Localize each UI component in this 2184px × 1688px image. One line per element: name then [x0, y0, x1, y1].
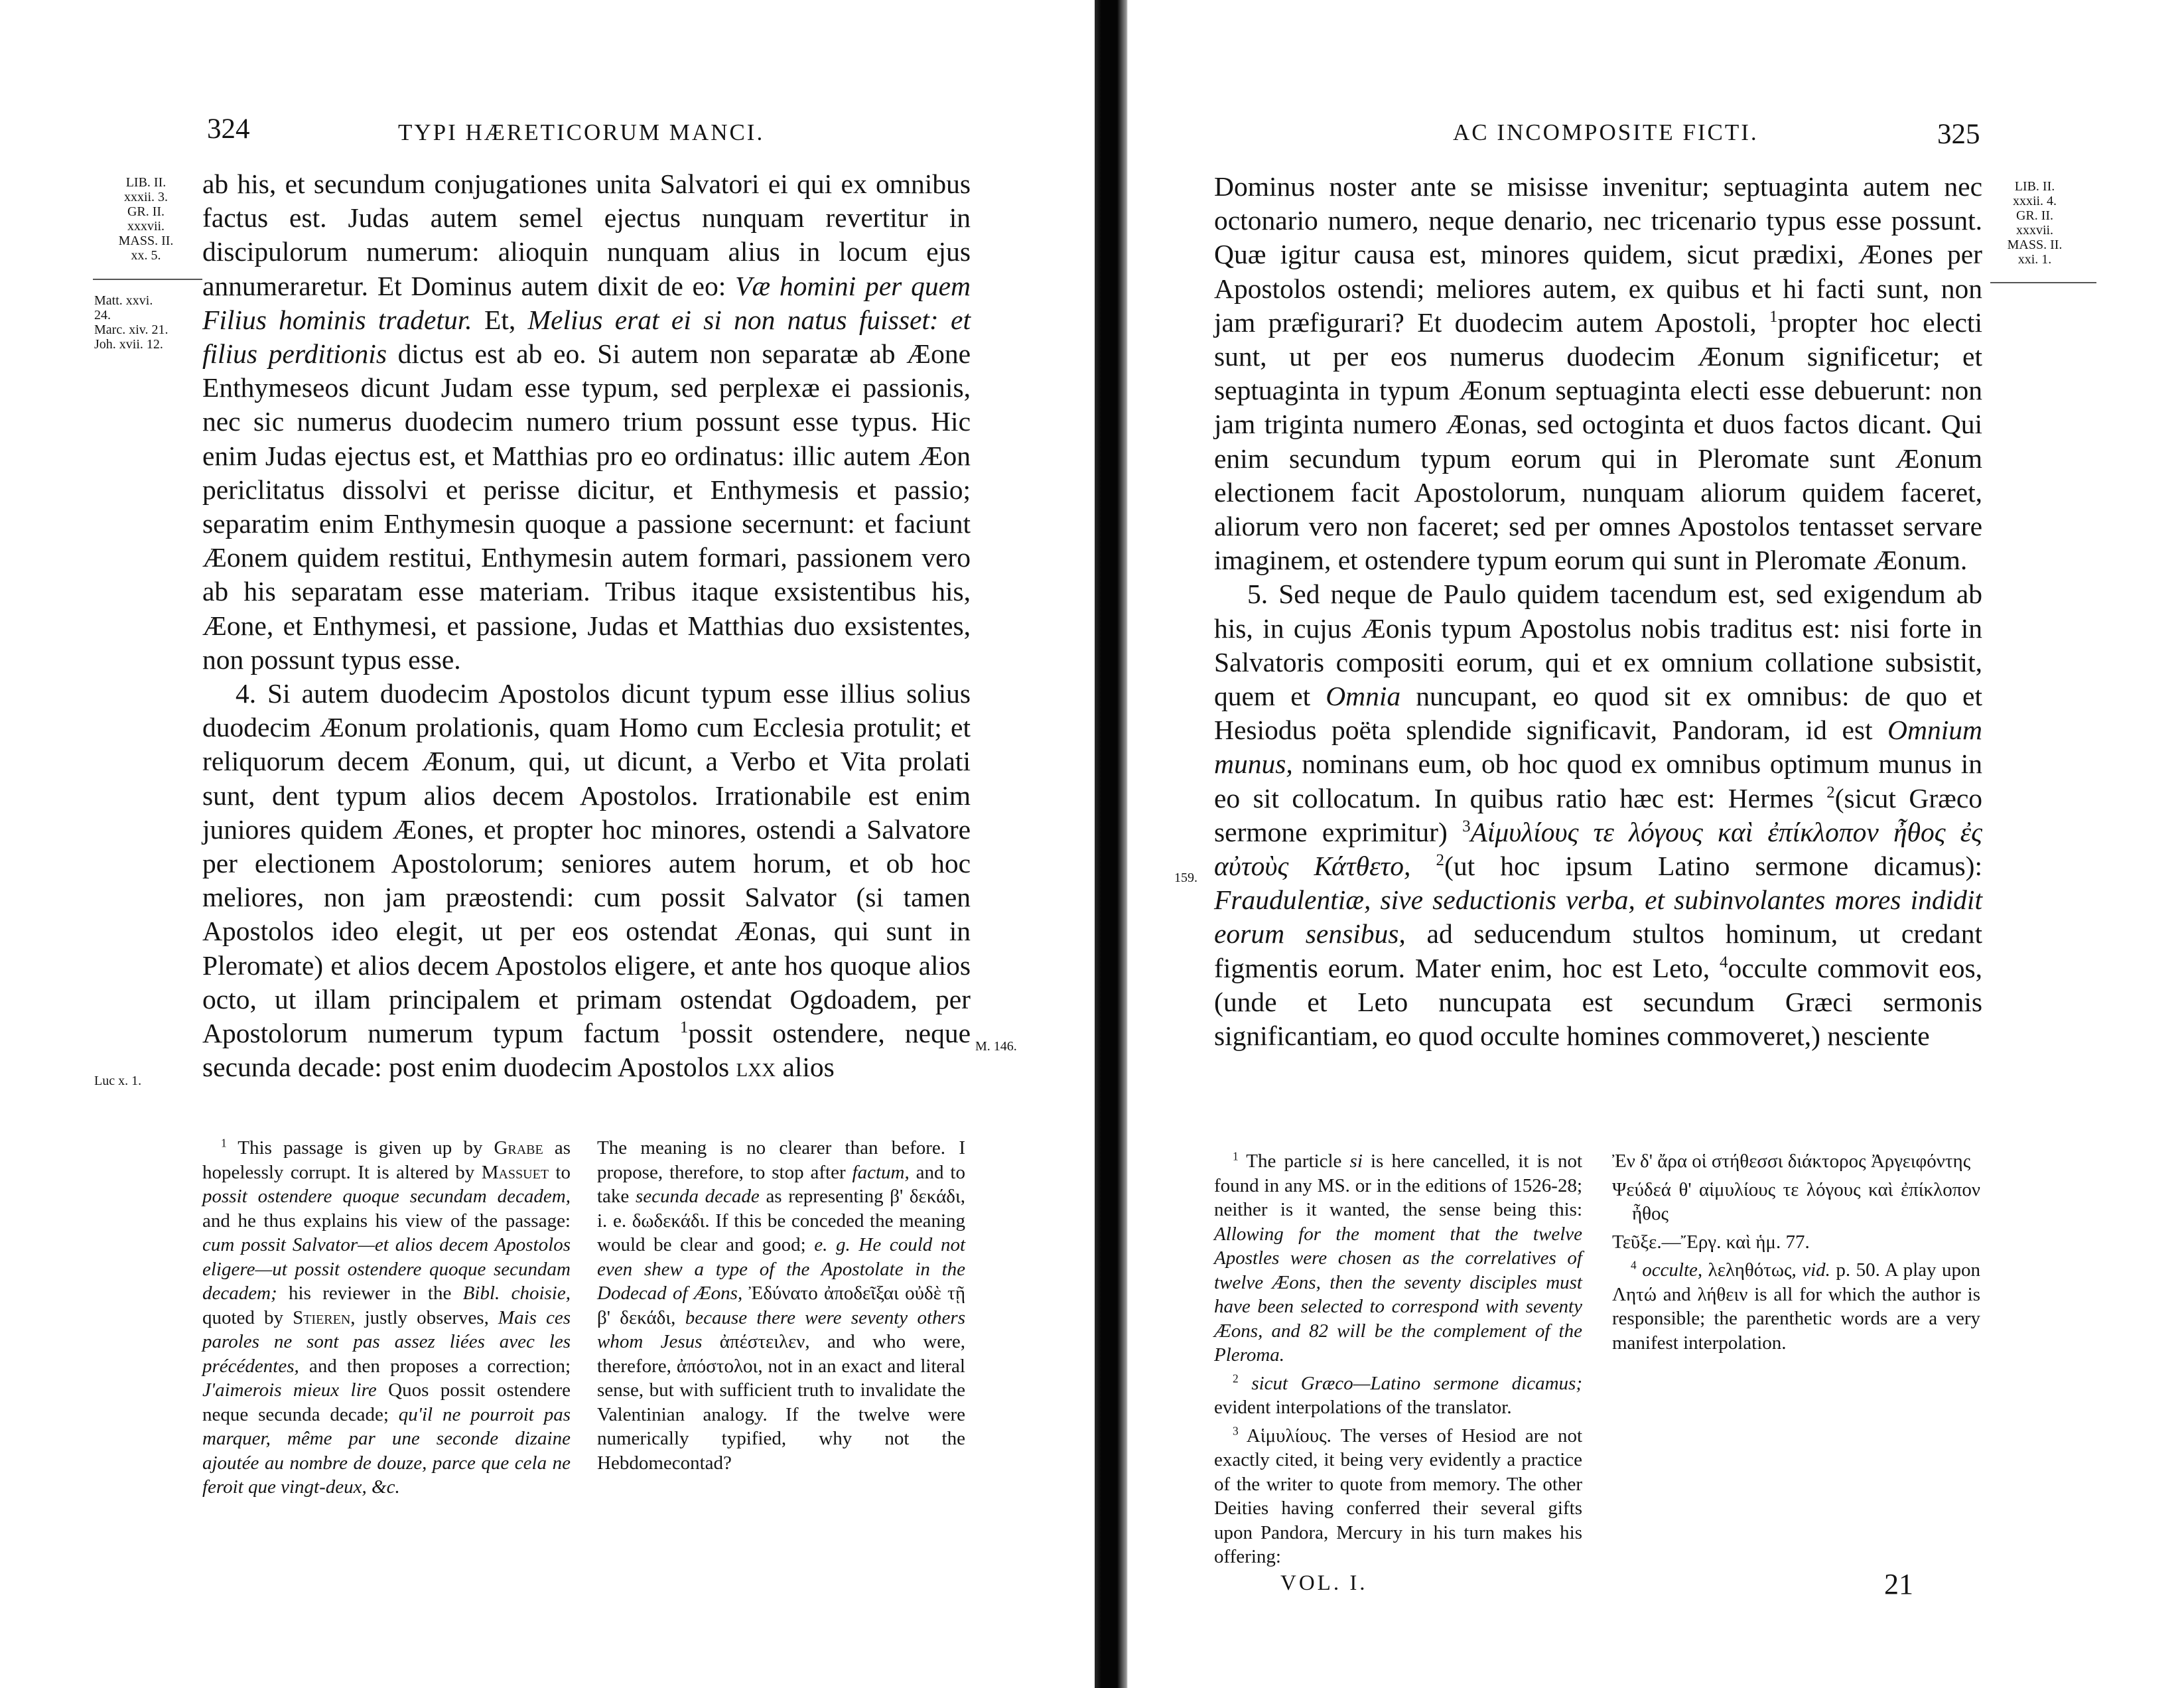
footnote-marker: 3: [1233, 1423, 1239, 1437]
footnote-column-1: [202, 1136, 571, 1504]
margin-ref-line: 24.: [94, 308, 111, 322]
text-run: and he thus explains his view of the passage:: [202, 1210, 571, 1231]
text-run: and to take: [597, 1161, 965, 1207]
footnote-marker: 1: [679, 1019, 689, 1037]
margin-ref-line: xxxii. 3.: [123, 190, 169, 204]
italic-run: Omnium munus,: [1214, 715, 1982, 780]
margin-ref-line: Joh. xvii. 12.: [94, 337, 163, 352]
italic-run: si: [1349, 1151, 1363, 1172]
footnote: [1214, 1149, 1582, 1368]
text-run: 4. Si autem duodecim Apostolos dicunt typum esse illius solius duodecim Æonum prolationis, quam Homo cum Ecclesia protulit; et reliquorum decem Æonum, qui, ut dicunt, a Verbo et Vita prolati sunt, dent typum alios decem Apostolos. Irrationabile est enim juniores quidem Æones, et propter hoc minores, ostendi a Salvatore per electionem Apostolorum; seniores autem horum, et ob hoc meliores, non jam præostendi: cum possit Salvator (si tamen Apostolos ideo elegit, ut per eos ostendat Æonas, qui sunt in Pleromate) et alios decem Apostolos eligere, et ante hos quoque alios octo, ut illam principalem et primam ostendat Ogdoadem, per Apostolorum numerum typum factum: [202, 678, 971, 1049]
footnote-marker: 2: [1233, 1371, 1239, 1385]
text-run: as hopelessly corrupt. It is altered by: [202, 1137, 571, 1183]
footnote-marker: 2: [1826, 783, 1835, 802]
text-run: his reviewer in the: [277, 1283, 463, 1304]
footnote-continued: [597, 1136, 965, 1475]
text-run: occulte commovit eos, (unde et Leto nuncupata est secundum Græci sermonis significantiam, eo quod occulte homines commoveret,) nesciente: [1214, 952, 1982, 1052]
text-run: Dominus noster ante se misisse invenitur; septuaginta autem nec octonario numero, neque denario, nec tricenario typus esse possunt. Quæ igitur causa est, minores quidem, sicut prædixi, Æones per Apostolos ostendi; meliores autem, ex quibus et hi facti sunt, non jam præfigurari? Et duodecim autem Apostoli,: [1214, 171, 1982, 338]
margin-ref-line: xxxvii.: [2015, 223, 2054, 238]
body-text: [202, 167, 971, 1084]
footnote: [202, 1136, 571, 1500]
footnote-marker: 2: [1436, 851, 1444, 870]
margin-ref-line: LIB. II.: [2014, 179, 2055, 194]
italic-run: J'aimerois mieux lire: [202, 1379, 377, 1401]
text-run: The meaning is no clearer than before. I propose, therefore, to stop after: [597, 1137, 965, 1183]
paragraph: [202, 677, 971, 1084]
right-page: [1128, 0, 2184, 1688]
page-number: 325: [1937, 119, 1980, 150]
footnote-marker: 3: [1462, 817, 1471, 836]
body-text: [1214, 170, 1982, 1053]
paragraph: [1214, 170, 1982, 577]
running-head: AC INCOMPOSITE FICTI.: [1453, 119, 1759, 145]
text-run: possit ostendere, neque secunda decade: post enim duodecim Apostolos: [202, 1018, 971, 1083]
footnote-marker: 1: [221, 1136, 227, 1150]
margin-reference-edition: [1998, 179, 2071, 267]
text-run: dictus est ab eo. Si autem non separatæ ab Æone Enthymeseos dicunt Judam esse typum, sed perplexæ ei passionis, nec sic numerus duodecim numero trium possunt esse typus. Hic enim Judas ejectus est, et Matthias pro eo ordinatus: illic autem Æon periclitatus dissolvi et perisse dicitur, et Enthymesis et passio; separatim enim Enthymesin quoque a passione secernunt: et faciunt Æonem quidem restitui, Enthymesin autem formari, passionem vero ab his separatam esse materiam. Tribus itaque exsistentibus his, Æone, et Enthymesi, et passione, Judas et Matthias duo exsistentes, non possunt typus esse.: [202, 338, 971, 675]
greek-verse-reference: Τεῦξε.—Ἔργ. καὶ ἡμ. 77.: [1612, 1231, 1810, 1253]
text-run: propter hoc electi sunt, ut per eos numerus duodecim Æonum significetur; et septuaginta in typum Æonum septuaginta electi esse debuerunt: non jam triginta numero Æonas, sed octoginta et duos factos dicant. Qui enim secundum typum eorum qui in Pleromate sunt Æonum electionem facit Apostolorum, nunquam aliorum quidem faceret, aliorum vero non faceret; sed per omnes Apostolos tentasset servare imaginem, et ostendere typum eorum qui sunt in Pleromate Æonum.: [1214, 307, 1982, 576]
text-run: Αἱμυλίους. The verses of Hesiod are not exactly cited, it being very evidently a practice of the writer to quote from memory. The other Deities having conferred their several gifts upon Pandora, Mercury in his turn makes his offering:: [1214, 1425, 1583, 1567]
footnote-marker: 1: [1233, 1149, 1239, 1163]
margin-ref-line: GR. II.: [127, 204, 165, 219]
margin-reference-luke: Luc x. 1.: [94, 1074, 142, 1088]
margin-ref-line: xxxii. 4.: [2012, 194, 2057, 208]
footnote-column-2: [597, 1136, 965, 1479]
text-run: ἀπέστειλεν, and who were, therefore, ἀπόστολοι, not in an exact and literal sense, but with sufficient truth to invalidate the Valentinian analogy. If the twelve were numerically typified, why not the Hebdomecontad?: [597, 1331, 965, 1474]
margin-ref-line: MASS. II.: [118, 234, 174, 248]
footnote-marker: 1: [1769, 307, 1778, 326]
margin-ref-line: Matt. xxvi.: [94, 293, 153, 308]
book-gutter: [1095, 0, 1128, 1688]
italic-run: sicut Græco—Latino sermone dicamus;: [1251, 1372, 1582, 1394]
italic-run: Omnia: [1326, 681, 1401, 712]
margin-reference-159: 159.: [1174, 871, 1197, 885]
margin-reference-scripture: [94, 293, 207, 352]
margin-ref-line: Marc. xiv. 21.: [94, 322, 169, 337]
italic-run: cum possit Salvator—et alios decem Apostolos eligere—ut possit ostendere quoque secundam decadem;: [202, 1234, 571, 1304]
text-run: p. 50. A play upon Λητώ and λήθειν is all for which the author is responsible; the parenthetic words are a very manifest interpolation.: [1612, 1259, 1980, 1354]
text-run: to: [549, 1161, 571, 1183]
signature-mark: VOL. I.: [1280, 1571, 1368, 1595]
margin-ref-line: GR. II.: [2015, 208, 2054, 223]
text-run: is here cancelled, it is not found in any MS. or in the editions of 1526-28; neither is it wanted, the sense being this:: [1214, 1151, 1583, 1220]
italic-run: Allowing for the moment that the twelve Apostles were chosen as the correlatives of twelve Æons, then the seventy disciples must have been selected to correspond with seventy Æons, and 82 will be the complement of the Pleroma.: [1214, 1223, 1582, 1366]
greek-quote: Αἱμυλίους τε λόγους καὶ ἐπίκλοπον ἦθος ἐς αὐτοὺς Κάτθετο,: [1214, 816, 1982, 882]
margin-divider: [93, 279, 202, 280]
margin-ref-line: xxxvii.: [127, 219, 165, 234]
margin-ref-line: LIB. II.: [125, 175, 167, 190]
italic-run: Fraudulentiæ, sive seductionis verba, et subinvolantes mores indidit eorum sensibus,: [1214, 884, 1982, 950]
numeral: lxx: [736, 1052, 776, 1083]
text-run: (sicut Græco sermone exprimitur): [1214, 782, 1982, 847]
paragraph: [1214, 577, 1982, 1053]
text-run: nuncupant, eo quod sit ex omnibus: de quo et Hesiodus poëta splendide significavit, Pandoram, id est: [1214, 681, 1982, 746]
text-run: evident interpolations of the translator.: [1214, 1397, 1512, 1418]
text-run: and then proposes a correction;: [299, 1355, 571, 1377]
greek-run: Ἐδύνατο ἀποδεῖξαι οὐδὲ τῇ β' δεκάδι,: [597, 1283, 965, 1328]
footnote-column-2: [1612, 1149, 1980, 1359]
footnote-marker: 4: [1631, 1258, 1637, 1272]
footnote: [1612, 1258, 1980, 1355]
text-run: ad seducendum stultos hominum, ut credant figmentis eorum. Mater enim, hoc est Leto,: [1214, 918, 1982, 983]
scripture-quote: Væ homini per quem Filius hominis tradetur.: [202, 270, 971, 335]
text-run: quoted by: [202, 1306, 293, 1328]
italic-run: qu'il ne pourroit pas marquer, même par une seconde dizaine ajoutée au nombre de douze, parce que cela ne feroit que vingt-deux, &c.: [202, 1403, 571, 1498]
sheet-number: 21: [1884, 1568, 1913, 1600]
footnote: [1214, 1372, 1582, 1420]
margin-reference-m146: M. 146.: [975, 1039, 1017, 1054]
margin-reference-edition: [109, 175, 182, 263]
text-run: (ut hoc ipsum Latino sermone dicamus):: [1444, 851, 1982, 882]
greek-verse: Ἐν δ' ἄρα οἱ στήθεσσι διάκτορος Ἀργειφόντης: [1612, 1151, 1971, 1172]
italic-run: vid.: [1802, 1259, 1830, 1281]
margin-ref-line: MASS. II.: [2007, 238, 2063, 252]
italic-run: occulte,: [1642, 1259, 1703, 1281]
text-run: Quos possit ostendere neque secunda decade;: [202, 1379, 571, 1425]
page-number: 324: [207, 113, 250, 145]
text-run: Et,: [472, 304, 528, 335]
text-run: alios: [776, 1052, 835, 1083]
text-run: The particle: [1246, 1151, 1350, 1172]
italic-run: possit ostendere quoque secundam decadem,: [202, 1186, 571, 1207]
text-run: , justly observes,: [350, 1306, 498, 1328]
scripture-quote: Melius erat ei si non natus fuisset: et filius perditionis: [202, 304, 971, 370]
footnote-column-1: [1214, 1149, 1582, 1573]
margin-divider: [1990, 282, 2096, 283]
italic-run: e. g. He could not even shew a type of the Apostolate in the Dodecad of Æons,: [597, 1234, 965, 1304]
italic-run: secunda decade: [635, 1186, 760, 1207]
author-name: Massuet: [481, 1161, 549, 1183]
italic-run: Bibl. choisie,: [462, 1283, 571, 1304]
italic-run: factum,: [852, 1161, 910, 1183]
text-run: This passage is given up by: [238, 1137, 494, 1159]
text-run: 5. Sed neque de Paulo quidem tacendum est, sed exigendum ab his, in cujus Æonis typum Apostolus nobis traditus est: nisi forte in Salvatoris compositi eorum, qui et ex omnium collatione subsistit, quem et: [1214, 579, 1982, 712]
greek-run: λεληθότως,: [1702, 1259, 1803, 1281]
text-run: ab his, et secundum conjugationes unita Salvatori ei qui ex omnibus factus est. Judas autem semel ejectus nunquam revertitur in discipulorum numerum: alioquin nunquam alius in locum ejus annumeraretur. Et Dominus autem dixit de eo:: [202, 169, 971, 301]
greek-verse: Ψεύδεά θ' αἱμυλίους τε λόγους καὶ ἐπίκλοπον ἦθος: [1612, 1178, 1980, 1224]
author-name: Grabe: [494, 1137, 543, 1159]
margin-ref-line: xx. 5.: [131, 248, 161, 263]
italic-run: Mais ces paroles ne sont pas assez liées avec les précédentes,: [202, 1306, 571, 1377]
paragraph: [202, 167, 971, 677]
text-run: nominans eum, ob hoc quod ex omnibus optimum munus in eo sit collocatum. In quibus ratio hæc est: Hermes: [1214, 748, 1982, 813]
author-name: Stieren: [293, 1306, 351, 1328]
italic-run: because there were seventy others whom Jesus: [597, 1306, 965, 1352]
running-head: TYPI HÆRETICORUM MANCI.: [398, 119, 765, 145]
margin-ref-line: xxi. 1.: [2017, 252, 2052, 267]
footnote: [1214, 1424, 1582, 1569]
footnote-marker: 4: [1720, 953, 1728, 971]
text-run: as representing β' δεκάδι, i. e. δωδεκάδι. If this be conceded the meaning would be clear and good;: [597, 1186, 965, 1255]
